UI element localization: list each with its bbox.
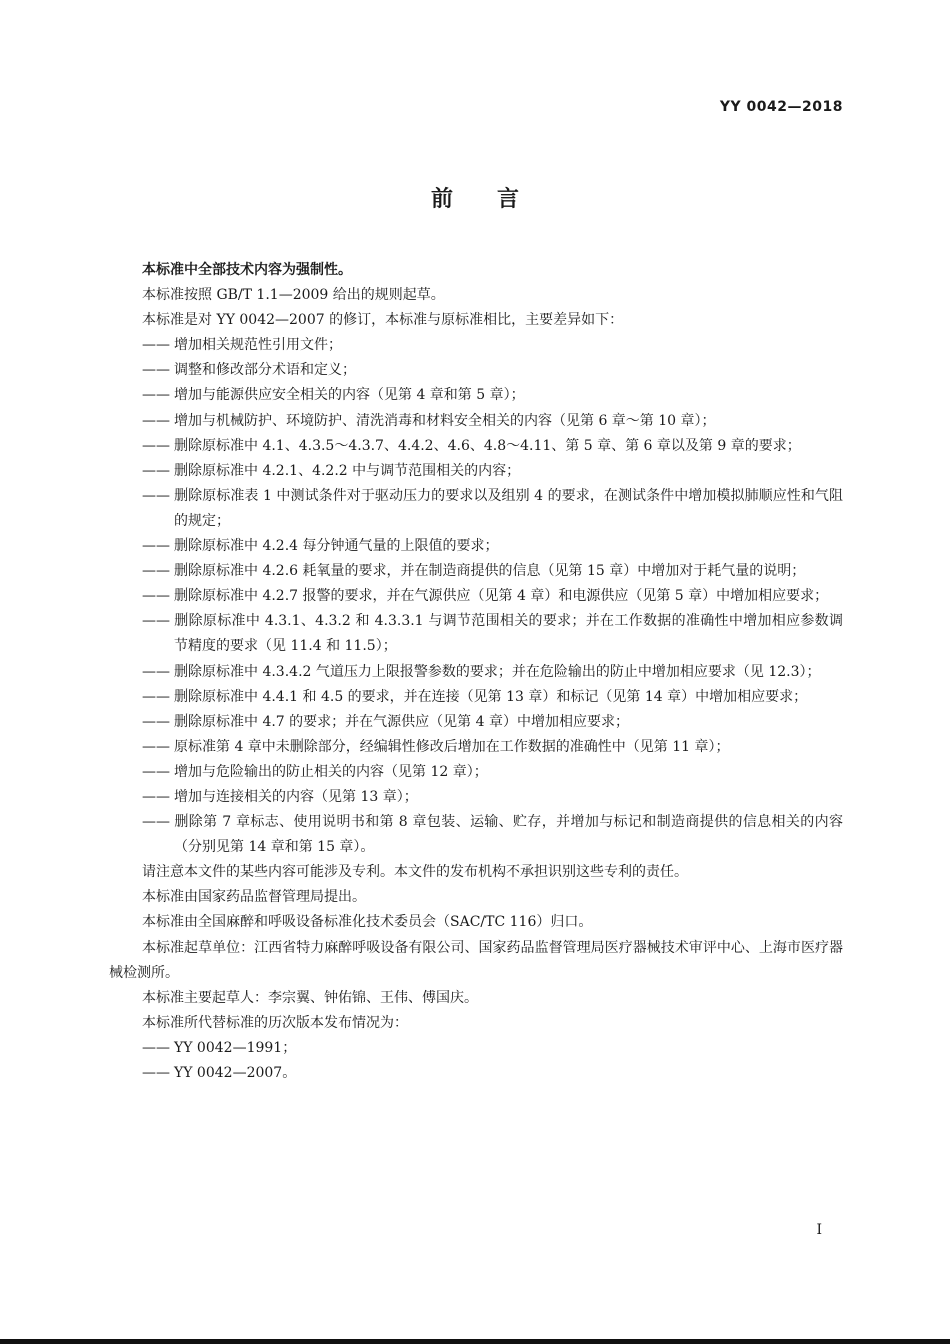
change-item: —— 增加与机械防护、环境防护、清洗消毒和材料安全相关的内容（见第 6 章～第 10 章）； xyxy=(109,409,843,434)
dash-mark: —— xyxy=(142,337,170,354)
history-intro-paragraph: 本标准所代替标准的历次版本发布情况为： xyxy=(142,1014,408,1031)
mandatory-statement: 本标准中全部技术内容为强制性。 xyxy=(142,262,352,278)
bottom-divider xyxy=(0,1339,950,1344)
change-item: —— 删除原标准中 4.2.1、4.2.2 中与调节范围相关的内容； xyxy=(109,459,843,484)
dash-mark: —— xyxy=(142,387,170,404)
change-item: —— 增加与能源供应安全相关的内容（见第 4 章和第 5 章）； xyxy=(109,383,843,408)
dash-mark: —— xyxy=(142,538,170,555)
drafting-units-paragraph: 本标准起草单位：江西省特力麻醉呼吸设备有限公司、国家药品监督管理局医疗器械技术审评中心、上海市医疗器械检测所。 xyxy=(109,939,843,981)
dash-mark: —— xyxy=(142,412,170,429)
change-item: —— 删除原标准中 4.2.4 每分钟通气量的上限值的要求； xyxy=(109,534,843,559)
dash-mark: —— xyxy=(142,437,170,454)
history-item: —— YY 0042—2007。 xyxy=(109,1061,843,1086)
history-item: —— YY 0042—1991； xyxy=(109,1036,843,1061)
dash-mark: —— xyxy=(142,738,170,755)
change-item: —— 删除原标准中 4.4.1 和 4.5 的要求，并在连接（见第 13 章）和标记（见第 14 章）中增加相应要求； xyxy=(109,685,843,710)
dash-mark: —— xyxy=(142,613,170,630)
dash-mark: —— xyxy=(142,462,170,479)
change-item: —— 原标准第 4 章中未删除部分，经编辑性修改后增加在工作数据的准确性中（见第 11 章）； xyxy=(109,735,843,760)
change-item: —— 删除原标准中 4.2.6 耗氧量的要求，并在制造商提供的信息（见第 15 章）中增加对于耗气量的说明； xyxy=(109,559,843,584)
change-item: —— 增加相关规范性引用文件； xyxy=(109,333,843,358)
change-item: —— 删除原标准中 4.7 的要求；并在气源供应（见第 4 章）中增加相应要求； xyxy=(109,710,843,735)
dash-mark: —— xyxy=(142,814,170,831)
committee-paragraph: 本标准由全国麻醉和呼吸设备标准化技术委员会（SAC/TC 116）归口。 xyxy=(142,914,593,931)
revision-intro-paragraph: 本标准是对 YY 0042—2007 的修订，本标准与原标准相比，主要差异如下： xyxy=(142,312,624,329)
change-item: —— 删除原标准中 4.2.7 报警的要求，并在气源供应（见第 4 章）和电源供应（见第 5 章）中增加相应要求； xyxy=(109,584,843,609)
change-item: —— 增加与连接相关的内容（见第 13 章）； xyxy=(109,785,843,810)
dash-mark: —— xyxy=(142,487,170,504)
dash-mark: —— xyxy=(142,713,170,730)
standard-code: YY 0042—2018 xyxy=(719,99,843,115)
document-body xyxy=(109,258,843,1086)
change-item: —— 删除原标准中 4.1、4.3.5～4.3.7、4.4.2、4.6、4.8～4.11、第 5 章、第 6 章以及第 9 章的要求； xyxy=(109,434,843,459)
dash-mark: —— xyxy=(142,688,170,705)
dash-mark: —— xyxy=(142,1065,170,1081)
change-item: —— 调整和修改部分术语和定义； xyxy=(109,358,843,383)
dash-mark: —— xyxy=(142,1039,170,1056)
dash-mark: —— xyxy=(142,362,170,379)
dash-mark: —— xyxy=(142,588,170,605)
dash-mark: —— xyxy=(142,763,170,780)
change-item: —— 删除原标准中 4.3.1、4.3.2 和 4.3.3.1 与调节范围相关的要求；并在工作数据的准确性中增加相应参数调节精度的要求（见 11.4 和 11.5）； xyxy=(109,609,843,659)
drafting-rule-paragraph: 本标准按照 GB/T 1.1—2009 给出的规则起草。 xyxy=(142,287,445,304)
page-number: I xyxy=(816,1222,822,1238)
dash-mark: —— xyxy=(142,788,170,805)
change-item: —— 增加与危险输出的防止相关的内容（见第 12 章）； xyxy=(109,760,843,785)
change-item: —— 删除原标准中 4.3.4.2 气道压力上限报警参数的要求；并在危险输出的防止中增加相应要求（见 12.3）； xyxy=(109,660,843,685)
change-item: —— 删除原标准表 1 中测试条件对于驱动压力的要求以及组别 4 的要求，在测试条件中增加模拟肺顺应性和气阻的规定； xyxy=(109,484,843,534)
drafters-paragraph: 本标准主要起草人：李宗翼、钟佑锦、王伟、傅国庆。 xyxy=(142,989,478,1006)
patent-notice: 请注意本文件的某些内容可能涉及专利。本文件的发布机构不承担识别这些专利的责任。 xyxy=(142,864,688,881)
proposer-paragraph: 本标准由国家药品监督管理局提出。 xyxy=(142,889,366,906)
section-title: 前言 xyxy=(430,187,563,212)
change-item: —— 删除第 7 章标志、使用说明书和第 8 章包装、运输、贮存，并增加与标记和制造商提供的信息相关的内容（分别见第 14 章和第 15 章）。 xyxy=(109,810,843,860)
dash-mark: —— xyxy=(142,663,170,680)
dash-mark: —— xyxy=(142,563,170,580)
